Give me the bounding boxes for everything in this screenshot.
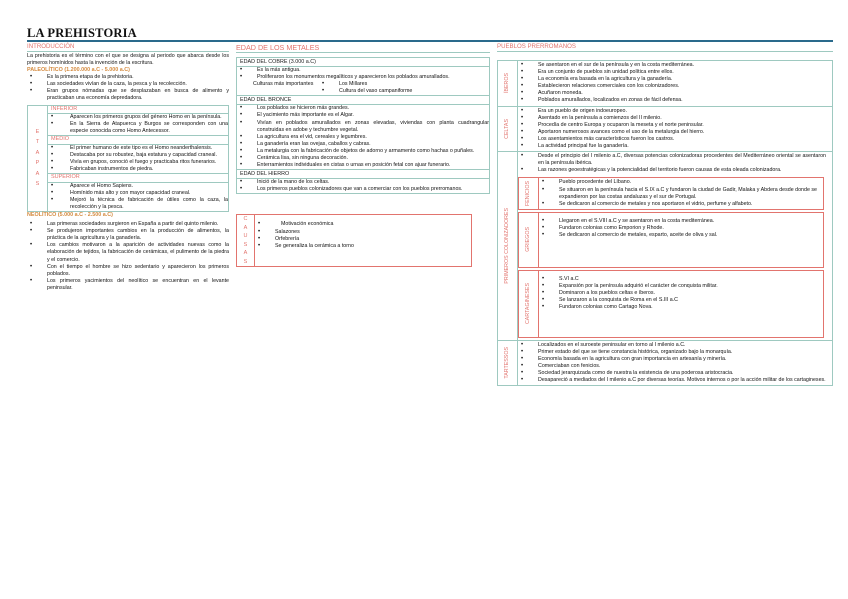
list-item: • Se generaliza la cerámica a torno: [255, 243, 471, 250]
list-item: • Se produjeron importantes cambios en la producción de alimentos, la práctica de la agricultura y la ganadería.: [27, 228, 229, 242]
list-item: • Salazones: [255, 229, 471, 236]
list-item: • Desde el principio del I milenio a.C, diversas potencias colonizadoras procedentes del Mediterráneo oriental se asentaron en la península ibérica.: [518, 153, 826, 167]
colonizadores-box: [497, 152, 833, 341]
tartessos-box: [497, 341, 833, 387]
list-item: • Motivación económica: [255, 221, 471, 228]
metales-heading: EDAD DE LOS METALES: [236, 43, 490, 53]
column-metales: [236, 43, 490, 267]
causas-letter: C: [243, 216, 248, 223]
list-item: • Los cambios motivaron a la aparición de actividades nuevas como la elaboración de tejidos, la fabricación de cerámicas, el pulimento de la piedra y el comercio.: [27, 242, 229, 263]
list-item: • Era un conjunto de pueblos sin unidad política entre ellos.: [518, 69, 832, 76]
list-item: • Mejoró la técnica de fabricación de útiles como la caza, la recolección y la pesca.: [48, 197, 228, 211]
etapas-letter: E: [35, 128, 40, 135]
list-item: • Aparecen los primeros grupos del género Homo en la península.: [48, 114, 228, 121]
causas-letter: U: [243, 233, 248, 240]
list-item: • Los primeros yacimientos del neolítico se encuentran en el levante peninsular.: [27, 278, 229, 292]
etapas-label: [28, 106, 48, 212]
list-item: • La actividad principal fue la ganadería.: [518, 143, 832, 150]
list-item: • Enterramientos individuales en cistas o urnas en posición fetal con ajuar funerario.: [237, 162, 489, 169]
bronce-box: [236, 96, 490, 170]
list-item: • Aportaron numerosos avances como el uso de la metalurgia del hierro.: [518, 129, 832, 136]
neolitico-list: [27, 221, 229, 292]
hierro-heading: EDAD DEL HIERRO: [237, 170, 489, 179]
etapas-letter: S: [35, 181, 40, 188]
list-item: • Se lanzaron a la conquista de Roma en el S.III a.C: [539, 297, 823, 304]
celtas-label: CELTAS: [503, 118, 510, 139]
list-item: • La ganadería eran las ovejas, caballos y cabras.: [237, 141, 489, 148]
list-item: • Era un pueblo de origen indoeuropeo.: [518, 108, 832, 115]
cartagineses-label: CARTAGINESES: [524, 283, 531, 325]
griegos-label: GRIEGOS: [524, 227, 531, 253]
causas-box: [236, 214, 472, 267]
iberos-box: [497, 60, 833, 107]
column-prerromanos: [497, 43, 833, 386]
etapas-letter: A: [35, 170, 40, 177]
list-item: • Expansión por la península adquirió el carácter de conquista militar.: [539, 283, 823, 290]
list-item: • En la Sierra de Atapuerca y Burgos se corresponden con una especie conocida como Homo Antecessor.: [48, 121, 228, 135]
list-item: • Fundaron colonias como Emporion y Rhode.: [539, 225, 823, 232]
list-item: • Proliferaron los monumentos megalíticos y aparecieron los poblados amurallados.: [237, 74, 489, 81]
list-item: • Vivían en poblados amurallados en zonas elevadas, viviendas con planta cuadrangular construidas en adobe y techumbre vegetal.: [237, 120, 489, 134]
list-item: • Desapareció a mediados del I milenio a.C por diversas teorías. Motivos internos o por la acción militar de los cartagineses.: [518, 377, 826, 384]
list-item: • Fabricaban instrumentos de piedra.: [48, 166, 228, 173]
etapas-letter: T: [35, 139, 40, 146]
list-item: • La metalurgia con la fabricación de objetos de adorno y armamento como hachas o puñales.: [237, 148, 489, 155]
list-item: • Se dedicaron al comercio de metales y nos aportaron el vidrio, perfume y alfabeto.: [539, 201, 817, 208]
list-item: • Llegaron en el S.VIII a.C y se asentaron en la costa mediterránea.: [539, 218, 823, 225]
inferior-heading: INFERIOR: [48, 106, 228, 115]
list-item: • Primer estado del que se tiene constancia histórica, organizado bajo la monarquía.: [518, 349, 826, 356]
title-underline: [27, 40, 833, 42]
list-item: • S.VI a.C: [539, 276, 823, 283]
list-item: • Economía basada en la agricultura con gran importancia en artesanía y minería.: [518, 356, 826, 363]
list-item: • Los poblados se hicieron más grandes.: [237, 105, 489, 112]
causas-label: [237, 215, 255, 266]
list-item: • Vivía en grupos, conoció el fuego y practicaba ritos funerarios.: [48, 159, 228, 166]
list-item: • Se asentaron en el sur de la península y en la costa mediterránea.: [518, 62, 832, 69]
intro-text: La prehistoria es el término con el que se designa al periodo que abarca desde los primeros homínidos hasta la invención de la escritura.: [27, 53, 229, 67]
medio-heading: MEDIO: [48, 135, 228, 145]
list-item: • Acuñaron moneda.: [518, 90, 832, 97]
list-item: • Es la más antigua.: [237, 67, 489, 74]
causas-letter: S: [243, 241, 248, 248]
iberos-label: ÍBEROS: [503, 73, 510, 94]
list-item: • Dominaron a los pueblos celtas e íberos.: [539, 290, 823, 297]
causas-letter: A: [243, 250, 248, 257]
list-item: • Inició de la mano de los celtas.: [237, 179, 489, 186]
page-title: LA PREHISTORIA: [27, 26, 137, 40]
list-item: • Homínido más alto y con mayor capacidad craneal.: [48, 190, 228, 197]
cartagineses-box: [518, 270, 824, 338]
list-item: • Los Millares: [319, 81, 489, 88]
culturas-row: [237, 81, 489, 95]
list-item: • Con el tiempo el hombre se hizo sedentario y aparecieron los primeros poblados.: [27, 264, 229, 278]
list-item: • El yacimiento más importante es el Algar.: [237, 112, 489, 119]
list-item: • Aparece el Homo Sapiens.: [48, 183, 228, 190]
causas-letter: S: [243, 258, 248, 265]
list-item: • Las sociedades vivían de la caza, la pesca y la recolección.: [27, 81, 229, 88]
list-item: • Eran grupos nómadas que se desplazaban en busca de alimento y practicaban una economía depredadora.: [27, 88, 229, 102]
etapas-letter: P: [35, 160, 40, 167]
list-item: • Los asentamientos más característicos fueron los castros.: [518, 136, 832, 143]
superior-heading: SUPERIOR: [48, 173, 228, 183]
neolitico-heading: NEOLÍTICO (5.000 a.C - 2.500 a.C): [27, 212, 113, 219]
column-prehistoria: [27, 43, 229, 292]
griegos-box: [518, 212, 824, 268]
fenicios-box: [518, 177, 824, 209]
list-item: • Procedía de centro Europa y ocuparon la meseta y el norte peninsular.: [518, 122, 832, 129]
list-item: • Es la primera etapa de la prehistoria.: [27, 74, 229, 81]
etapas-box: [27, 105, 229, 213]
list-item: • Los primeros pueblos colonizadores que van a comerciar con los pueblos prerromanos.: [237, 186, 489, 193]
list-item: • La economía era basada en la agricultura y la ganadería.: [518, 76, 832, 83]
list-item: • Asentado en la península a comienzos del II milenio.: [518, 115, 832, 122]
list-item: • Comerciaban con fenicios.: [518, 363, 826, 370]
cobre-heading: EDAD DEL COBRE (3.000 a.C): [237, 58, 489, 67]
hierro-box: [236, 170, 490, 194]
fenicios-label: FENICIOS: [524, 181, 531, 207]
list-item: • Cerámica lisa, sin ninguna decoración.: [237, 155, 489, 162]
list-item: • Destacaba por su robustez, baja estatura y capacidad craneal.: [48, 152, 228, 159]
intro-heading: INTRODUCCIÓN: [27, 43, 229, 52]
list-item: • Las razones geoestratégicas y la potencialidad del territorio fueron causas de esta oleada colonizadora.: [518, 167, 826, 174]
list-item: • Poblados amurallados, localizados en zonas de fácil defensa.: [518, 97, 832, 104]
list-item: • Se situaron en la península hacia el S.IX a.C y fundaron la ciudad de Gadir, Malaka y Abdera desde donde se expandieron por las costas andaluzas y el sur de Portugal.: [539, 187, 817, 201]
causas-letter: A: [243, 224, 248, 231]
cobre-box: [236, 57, 490, 96]
colonizadores-label: PRIMEROS COLONIZADORES: [503, 208, 510, 284]
list-item: • Pueblo procedente del Líbano.: [539, 179, 817, 186]
list-item: • Cultura del vaso campaniforme: [319, 88, 489, 95]
tartessos-label: TARTESSOS: [503, 347, 510, 379]
celtas-box: [497, 107, 833, 153]
list-item: • Establecieron relaciones comerciales con los colonizadores.: [518, 83, 832, 90]
list-item: • Las primeras sociedades surgieron en España a partir del quinto milenio.: [27, 221, 229, 228]
list-item: • Fundaron colonias como Cartago Nova.: [539, 304, 823, 311]
culturas-label: Culturas más importantes: [253, 81, 314, 88]
prerromanos-heading: PUEBLOS PRERROMANOS: [497, 43, 833, 52]
list-item: • El primer humano de este tipo es el Homo neanderthalensis.: [48, 145, 228, 152]
list-item: • Se dedicaron al comercio de metales, esparto, aceite de oliva y sal.: [539, 232, 823, 239]
paleolitico-heading: PALEOLÍTICO (1.200.000 a.C - 5.000 a.C): [27, 67, 130, 74]
list-item: • La agricultura era el vid, cereales y legumbres.: [237, 134, 489, 141]
list-item: • Sociedad jerarquizada como de nuestra la existencia de una poderosa aristocracia.: [518, 370, 826, 377]
list-item: • Orfebrería: [255, 236, 471, 243]
list-item: • Localizados en el suroeste peninsular en torno al I milenio a.C.: [518, 342, 826, 349]
etapas-letter: A: [35, 149, 40, 156]
paleolitico-list: [27, 74, 229, 102]
bronce-heading: EDAD DEL BRONCE: [237, 96, 489, 105]
